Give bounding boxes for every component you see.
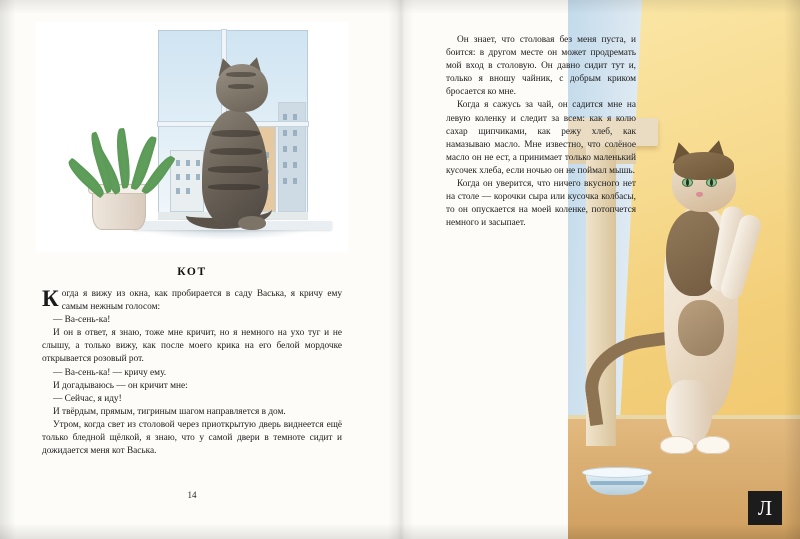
paragraph: И догадываюсь — он кричит мне:: [53, 380, 188, 391]
cat-vaska-sitting: [186, 56, 296, 232]
paragraph: — Ва-сень-ка!: [53, 315, 111, 326]
cat-eye-right: [706, 178, 717, 187]
cat-at-window-illustration: [36, 22, 348, 252]
paragraph: Он знает, что столовая без меня пуста, и боится: в другом месте он может продремать мой вход в столовую. Он давно сидит тут и, только я вношу чайник, с добрым криком бросается ко мне.: [446, 35, 636, 98]
paragraph: Когда я сажусь за чай, он садится мне на левую коленку и следит за всем: как я колю сахар щипчиками, как режу хлеб, как намазываю масло. Мне известно, что солёное масло он не ест, а принимает только маленький кусочек хлеба, если ночью он не поймал мышь.: [446, 100, 636, 176]
cat-nose: [696, 192, 703, 197]
page-number: 14: [187, 490, 197, 500]
cat-fur-patch-lower: [678, 300, 724, 356]
paragraph: И он в ответ, я знаю, тоже мне кричит, но я немного на ухо туг и не слышу, а только вижу, как после моего крика на его белой мордочке открывается розовый рот.: [42, 328, 342, 365]
cat-foot-left: [660, 436, 694, 454]
right-page: [400, 0, 800, 539]
paragraph-text: огда я вижу из окна, как пробирается в саду Васька, я кричу ему самым нежным голосом:: [61, 289, 342, 313]
right-page-text: [446, 34, 636, 230]
paragraph: — Ва-сень-ка! — кричу ему.: [53, 367, 167, 378]
bowl-rim: [582, 467, 652, 478]
paragraph: — Сейчас, я иду!: [53, 393, 122, 404]
left-page-text: [42, 288, 342, 458]
cat-head-markings: [674, 152, 734, 180]
cat-foot-right: [696, 436, 730, 454]
paragraph: [42, 288, 342, 314]
cat-standing: [630, 150, 790, 490]
bowl-stripe: [590, 481, 644, 485]
paragraph: Когда он уверится, что ничего вкусного нет на столе — корочки сыра или кусочка колбасы, то он опускается на моей коленке, потопчется немного и засыпает.: [446, 179, 636, 229]
paragraph: И твёрдым, прямым, тигриным шагом направляется в дом.: [53, 406, 286, 417]
publisher-logo-watermark: Л: [748, 491, 782, 525]
cat-paw: [238, 216, 266, 230]
cat-eye-left: [682, 178, 693, 187]
drop-cap: К: [42, 286, 59, 311]
paragraph: Утром, когда свет из столовой через приоткрытую дверь виднеется ещё только бледной щёлкой, я знаю, что у самой двери в темноте сидит и дожидается меня кот Васька.: [42, 419, 342, 457]
story-title: КОТ: [177, 266, 207, 278]
